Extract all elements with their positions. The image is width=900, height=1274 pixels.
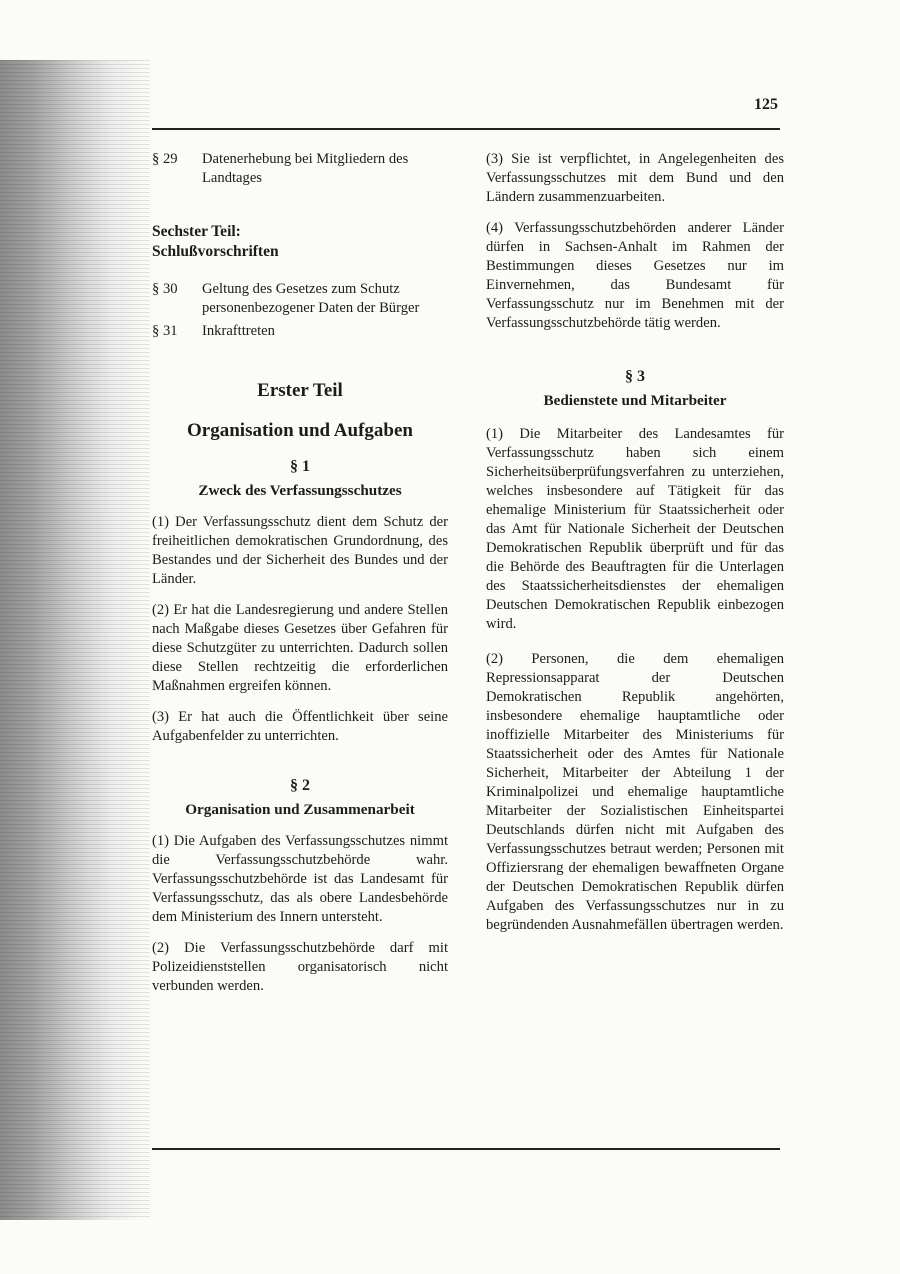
section-title: Zweck des Verfassungsschutzes <box>198 482 402 499</box>
paragraph: (3) Er hat auch die Öffentlichkeit über seine Aufgabenfelder zu unterrichten. <box>152 709 448 744</box>
section-number: § 1 <box>290 458 310 475</box>
toc-title: Geltung des Gesetzes zum Schutz personenbezogener Daten der Bürger <box>202 281 420 316</box>
paragraph: (2) Er hat die Landesregierung und andere Stellen nach Maßgabe dieses Gesetzes über Gefahren für diese Schutzgüter zu unterrichten. Dadurch sollen diese Stellen rechtzeitig die erforderlichen Maßnahmen ergreifen können. <box>152 602 448 694</box>
scan-shadow-edge <box>0 60 150 1220</box>
toc-number: § 30 <box>152 281 178 297</box>
left-column <box>152 150 448 996</box>
toc-number: § 31 <box>152 323 178 339</box>
section-number: § 3 <box>625 368 645 385</box>
page-number: 125 <box>754 96 778 113</box>
paragraph: (2) Personen, die dem ehemaligen Repressionsapparat der Deutschen Demokratischen Republik angehörten, insbesondere ehemalige hauptamtliche oder inoffizielle Mitarbeiter des Ministeriums für Staatssicherheit oder des Amtes für Nationale Sicherheit, Mitarbeiter der Abteilung 1 der Kriminalpolizei und ehemalige hauptamtliche Mitarbeiter der Sozialistischen Einheitspartei Deutschlands dürfen nicht mit Aufgaben des Verfassungsschutzes betraut werden; Personen mit Offiziersrang der ehemaligen bewaffneten Organe der Deutschen Demokratischen Republik dürfen Aufgaben des Verfassungsschutzes nur in zu begründenden Ausnahmefällen übertragen werden. <box>486 651 784 933</box>
part-heading-line2: Schlußvorschriften <box>152 243 279 260</box>
paragraph: (3) Sie ist verpflichtet, in Angelegenheiten des Verfassungsschutzes mit dem Bund und den Ländern zusammenzuarbeiten. <box>486 151 784 205</box>
part-title: Erster Teil <box>257 380 343 401</box>
toc-entry <box>152 280 448 318</box>
toc-list <box>152 280 448 341</box>
toc-number: § 29 <box>152 151 178 167</box>
section-title: Bedienstete und Mitarbeiter <box>543 392 727 409</box>
paragraph: (4) Verfassungsschutzbehörden anderer Länder dürfen in Sachsen-Anhalt im Rahmen der Bestimmungen dieses Gesetzes nur im Einvernehmen, das Bundesamt für Verfassungsschutz nur im Benehmen mit der Verfassungsschutzbehörde tätig werden. <box>486 220 784 331</box>
part-heading <box>152 222 448 262</box>
paragraph: (2) Die Verfassungsschutzbehörde darf mit Polizeidienststellen organisatorisch nicht verbunden werden. <box>152 940 448 994</box>
part-subtitle: Organisation und Aufgaben <box>187 420 413 441</box>
toc-title: Datenerhebung bei Mitgliedern des Landtages <box>202 151 409 186</box>
paragraph: (1) Die Mitarbeiter des Landesamtes für Verfassungsschutz haben sich einem Sicherheitsüberprüfungsverfahren zu unterziehen, welches insbesondere auf Tätigkeit für das ehemalige Ministerium für Staatssicherheit oder das Amt für Nationale Sicherheit der Deutschen Demokratischen Republik überprüft und für das die Behörde des Beauftragten für die Unterlagen des Staatssicherheitsdienstes der ehemaligen Deutschen Demokratischen Republik einbezogen wird. <box>486 426 784 632</box>
header-rule <box>152 128 780 130</box>
right-column <box>486 150 784 935</box>
footer-rule <box>152 1148 780 1150</box>
paragraph: (1) Der Verfassungsschutz dient dem Schutz der freiheitlichen demokratischen Grundordnung, des Bestandes und der Sicherheit des Bundes und der Länder. <box>152 514 448 587</box>
section-title: Organisation und Zusammenarbeit <box>185 801 415 818</box>
paragraph: (1) Die Aufgaben des Verfassungsschutzes nimmt die Verfassungsschutzbehörde wahr. Verfassungsschutzbehörde ist das Landesamt für Verfassungsschutz, das als obere Landesbehörde dem Ministerium des Innern untersteht. <box>152 833 448 925</box>
toc-entry <box>152 322 448 341</box>
toc-title: Inkrafttreten <box>202 323 275 339</box>
part-heading-line1: Sechster Teil: <box>152 223 241 240</box>
section-number: § 2 <box>290 777 310 794</box>
toc-entry <box>152 150 448 188</box>
